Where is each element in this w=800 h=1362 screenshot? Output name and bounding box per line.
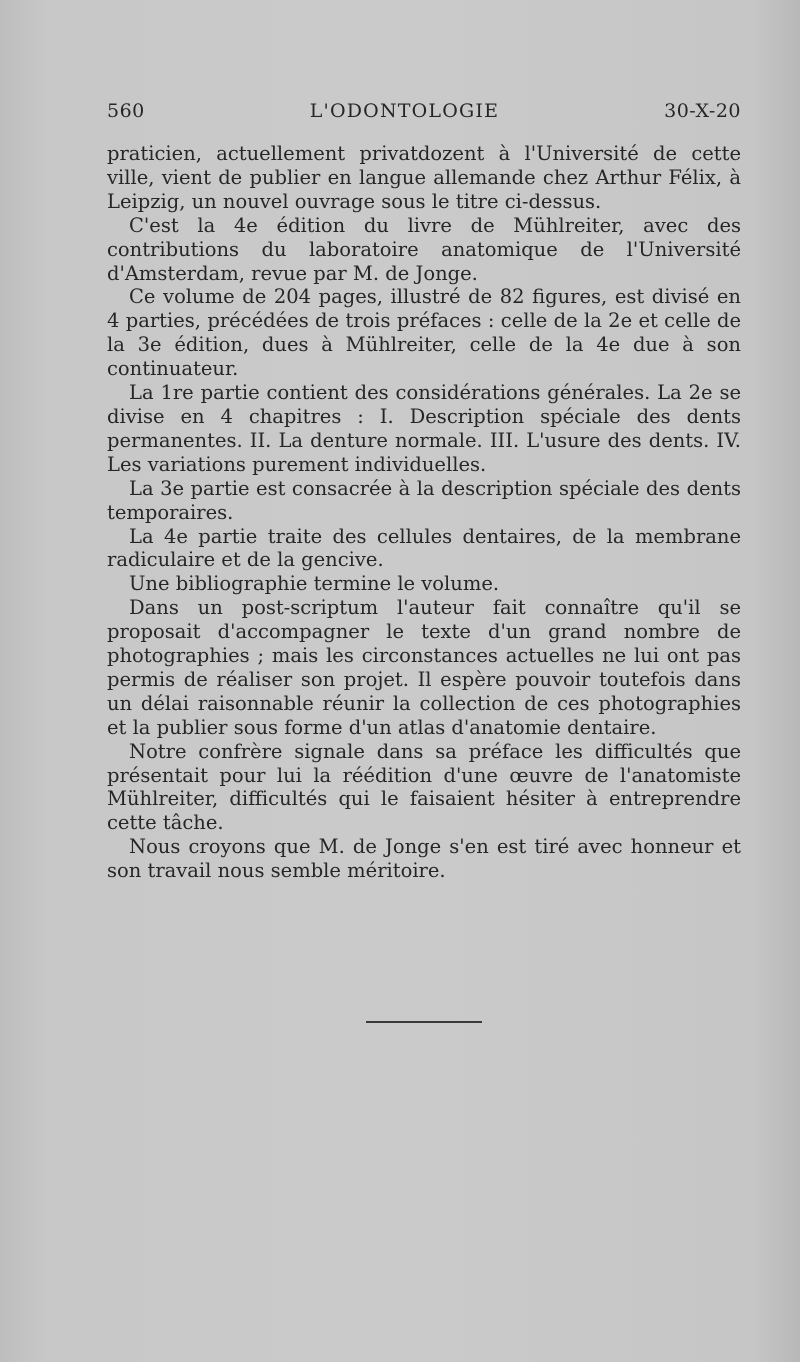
journal-title: L'ODONTOLOGIE [309, 100, 500, 122]
paragraph: C'est la 4e édition du livre de Mühlreiter, avec des contributions du laboratoire anatomique de l'Université d'Amsterdam, revue par M. de Jonge. [107, 213, 741, 285]
paragraph: La 1re partie contient des considérations générales. La 2e se divise en 4 chapitres : I. Description spéciale des dents permanentes. II. La denture normale. III. L'usure des dents. IV. Les variations purement individuelles. [107, 381, 741, 476]
paragraph: praticien, actuellement privatdozent à l'Université de cette ville, vient de publier en langue allemande chez Arthur Félix, à Leipzig, un nouvel ouvrage sous le titre ci-dessus. [107, 142, 741, 213]
paragraph: Une bibliographie termine le volume. [129, 572, 500, 596]
page-number: 560 [107, 100, 145, 122]
article-body [107, 142, 741, 883]
paragraph: La 3e partie est consacrée à la description spéciale des dents temporaires. [107, 476, 741, 524]
paragraph: La 4e partie traite des cellules dentaires, de la membrane radiculaire et de la gencive. [107, 524, 741, 572]
issue-date: 30-X-20 [664, 100, 741, 122]
paragraph: Nous croyons que M. de Jonge s'en est tiré avec honneur et son travail nous semble méritoire. [107, 835, 741, 883]
section-divider [366, 1021, 482, 1023]
paragraph: Notre confrère signale dans sa préface les difficultés que présentait pour lui la réédition d'une œuvre de l'anatomiste Mühlreiter, difficultés qui le faisaient hésiter à entreprendre cette tâche. [107, 739, 741, 835]
paragraph: Ce volume de 204 pages, illustré de 82 figures, est divisé en 4 parties, précédées de trois préfaces : celle de la 2e et celle de la 3e édition, dues à Mühlreiter, celle de la 4e due à son continuateur. [107, 285, 741, 381]
paragraph: Dans un post-scriptum l'auteur fait connaître qu'il se proposait d'accompagner le texte d'un grand nombre de photographies ; mais les circonstances actuelles ne lui ont pas permis de réaliser son projet. Il espère pouvoir toutefois dans un délai raisonnable réunir la collection de ces photographies et la publier sous forme d'un atlas d'anatomie dentaire. [107, 596, 741, 739]
running-header [107, 100, 741, 122]
